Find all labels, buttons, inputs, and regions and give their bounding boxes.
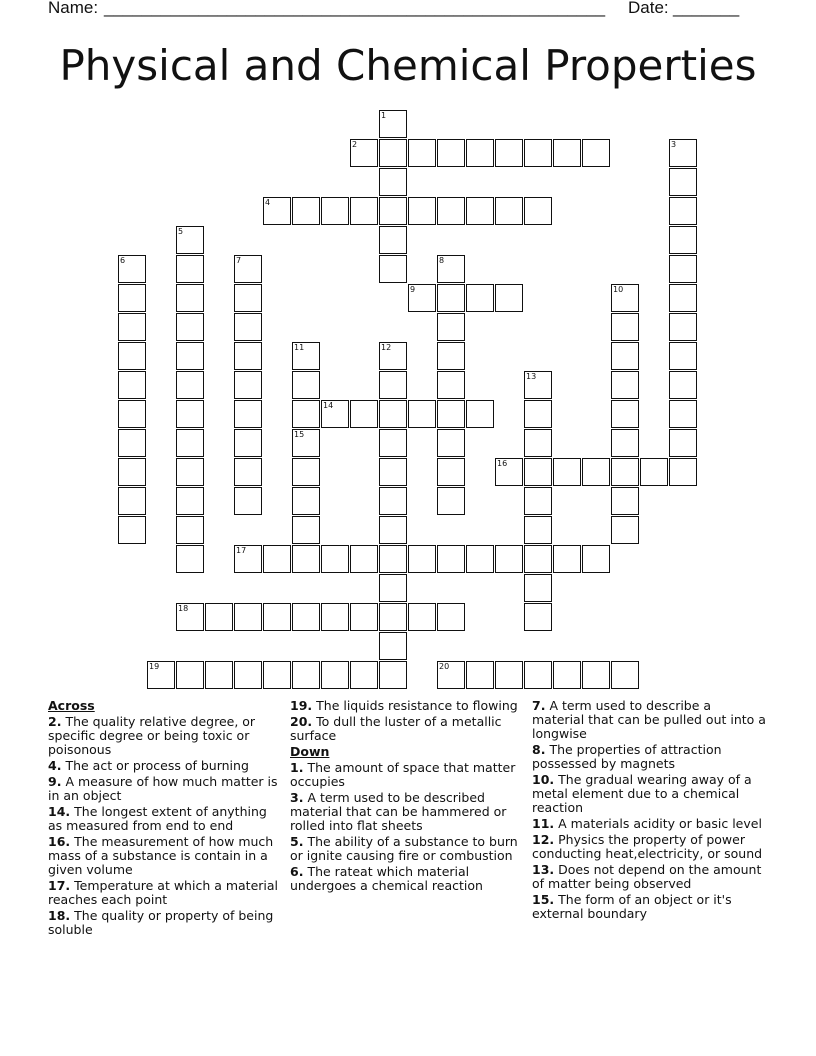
- grid-cell[interactable]: [524, 400, 552, 428]
- grid-cell[interactable]: [176, 487, 204, 515]
- grid-cell[interactable]: [640, 458, 668, 486]
- grid-cell[interactable]: [350, 400, 378, 428]
- clue-across-9: 9. A measure of how much matter is in an object: [48, 774, 278, 803]
- grid-cell[interactable]: [669, 255, 697, 283]
- grid-cell[interactable]: [611, 661, 639, 689]
- grid-cell[interactable]: [466, 197, 494, 225]
- grid-cell[interactable]: [553, 661, 581, 689]
- grid-cell[interactable]: [669, 168, 697, 196]
- clue-number: 13: [526, 372, 537, 381]
- grid-cell[interactable]: [292, 487, 320, 515]
- clue-number: 20: [439, 662, 450, 671]
- grid-cell[interactable]: [379, 371, 407, 399]
- grid-cell[interactable]: [205, 661, 233, 689]
- grid-cell[interactable]: [292, 516, 320, 544]
- grid-cell[interactable]: [234, 458, 262, 486]
- name-field[interactable]: _____________________________________________________: [104, 0, 606, 17]
- grid-cell[interactable]: [611, 516, 639, 544]
- down-heading: Down: [290, 744, 330, 759]
- grid-cell[interactable]: [176, 284, 204, 312]
- grid-cell[interactable]: [292, 197, 320, 225]
- across-heading: Across: [48, 698, 95, 713]
- grid-cell[interactable]: [321, 545, 349, 573]
- clue-number: 4: [265, 198, 271, 207]
- clue-number: 18: [178, 604, 189, 613]
- grid-cell[interactable]: [118, 313, 146, 341]
- grid-cell[interactable]: [669, 371, 697, 399]
- grid-cell[interactable]: [118, 371, 146, 399]
- grid-cell[interactable]: [234, 342, 262, 370]
- grid-cell[interactable]: [379, 458, 407, 486]
- grid-cell[interactable]: [669, 429, 697, 457]
- grid-cell[interactable]: [379, 139, 407, 167]
- grid-cell[interactable]: [350, 661, 378, 689]
- grid-cell[interactable]: [582, 661, 610, 689]
- grid-cell[interactable]: [524, 429, 552, 457]
- grid-cell[interactable]: [379, 400, 407, 428]
- grid-cell[interactable]: [234, 429, 262, 457]
- grid-cell[interactable]: [582, 545, 610, 573]
- clue-down-10: 10. The gradual wearing away of a metal element due to a chemical reaction: [532, 772, 752, 815]
- clue-number: 10: [613, 285, 624, 294]
- grid-cell[interactable]: [176, 545, 204, 573]
- clue-down-11: 11. A materials acidity or basic level: [532, 816, 762, 831]
- grid-cell[interactable]: [611, 313, 639, 341]
- clue-across-19: 19. The liquids resistance to flowing: [290, 698, 518, 713]
- grid-cell[interactable]: [379, 603, 407, 631]
- grid-cell[interactable]: [495, 197, 523, 225]
- clue-number: 8: [439, 256, 445, 265]
- date-field[interactable]: _______: [673, 0, 740, 17]
- grid-cell[interactable]: [321, 661, 349, 689]
- grid-cell[interactable]: [234, 487, 262, 515]
- grid-cell[interactable]: [292, 400, 320, 428]
- grid-cell[interactable]: [234, 400, 262, 428]
- grid-cell[interactable]: [176, 516, 204, 544]
- grid-cell[interactable]: [437, 429, 465, 457]
- grid-cell[interactable]: [524, 516, 552, 544]
- grid-cell[interactable]: [466, 284, 494, 312]
- grid-cell[interactable]: [118, 458, 146, 486]
- grid-cell[interactable]: [669, 342, 697, 370]
- grid-cell[interactable]: [234, 313, 262, 341]
- grid-cell[interactable]: [118, 487, 146, 515]
- grid-cell[interactable]: [669, 284, 697, 312]
- clue-number: 2: [352, 140, 358, 149]
- grid-cell[interactable]: [437, 139, 465, 167]
- grid-cell[interactable]: [408, 603, 436, 631]
- grid-cell[interactable]: [437, 371, 465, 399]
- grid-cell[interactable]: [118, 342, 146, 370]
- grid-cell[interactable]: [379, 429, 407, 457]
- grid-cell[interactable]: [437, 197, 465, 225]
- clue-across-20: 20. To dull the luster of a metallic surface: [290, 714, 502, 743]
- clue-down-6: 6. The rateat which material undergoes a chemical reaction: [290, 864, 483, 893]
- grid-cell[interactable]: [118, 284, 146, 312]
- clue-number: 14: [323, 401, 334, 410]
- grid-cell[interactable]: [524, 545, 552, 573]
- grid-cell[interactable]: [553, 545, 581, 573]
- grid-cell[interactable]: [495, 139, 523, 167]
- grid-cell[interactable]: [466, 139, 494, 167]
- grid-cell[interactable]: [118, 429, 146, 457]
- clue-across-16: 16. The measurement of how much mass of a substance is contain in a given volume: [48, 834, 274, 877]
- grid-cell[interactable]: [466, 545, 494, 573]
- grid-cell[interactable]: [437, 400, 465, 428]
- grid-cell[interactable]: [379, 226, 407, 254]
- grid-cell[interactable]: [176, 255, 204, 283]
- grid-cell[interactable]: [524, 197, 552, 225]
- clue-down-7: 7. A term used to describe a material that can be pulled out into a longwise: [532, 698, 766, 741]
- grid-cell[interactable]: [495, 545, 523, 573]
- grid-cell[interactable]: [176, 371, 204, 399]
- grid-cell[interactable]: [524, 661, 552, 689]
- grid-cell[interactable]: [669, 400, 697, 428]
- clue-number: 6: [120, 256, 126, 265]
- grid-cell[interactable]: [553, 139, 581, 167]
- grid-cell[interactable]: [379, 487, 407, 515]
- grid-cell[interactable]: [379, 545, 407, 573]
- grid-cell[interactable]: [176, 342, 204, 370]
- grid-cell[interactable]: [408, 400, 436, 428]
- grid-cell[interactable]: [611, 487, 639, 515]
- grid-cell[interactable]: [437, 458, 465, 486]
- grid-cell[interactable]: [524, 139, 552, 167]
- grid-cell[interactable]: [524, 603, 552, 631]
- clue-number: 16: [497, 459, 508, 468]
- grid-cell[interactable]: [669, 313, 697, 341]
- grid-cell[interactable]: [321, 603, 349, 631]
- grid-cell[interactable]: [437, 284, 465, 312]
- date-label: Date:: [628, 0, 669, 17]
- grid-cell[interactable]: [292, 458, 320, 486]
- grid-cell[interactable]: [118, 516, 146, 544]
- grid-cell[interactable]: [292, 545, 320, 573]
- grid-cell[interactable]: [437, 487, 465, 515]
- grid-cell[interactable]: [350, 545, 378, 573]
- grid-cell[interactable]: [292, 371, 320, 399]
- grid-cell[interactable]: [379, 197, 407, 225]
- page-title: Physical and Chemical Properties: [59, 41, 757, 90]
- grid-cell[interactable]: [466, 400, 494, 428]
- grid-cell[interactable]: [669, 197, 697, 225]
- grid-cell[interactable]: [466, 661, 494, 689]
- grid-cell[interactable]: [176, 313, 204, 341]
- grid-cell[interactable]: [524, 458, 552, 486]
- clue-across-17: 17. Temperature at which a material reaches each point: [48, 878, 279, 907]
- grid-cell[interactable]: [234, 284, 262, 312]
- grid-cell[interactable]: [437, 603, 465, 631]
- clue-column-3: [532, 699, 767, 923]
- grid-cell[interactable]: [437, 342, 465, 370]
- grid-cell[interactable]: [350, 197, 378, 225]
- grid-cell[interactable]: [408, 197, 436, 225]
- grid-cell[interactable]: [582, 139, 610, 167]
- grid-cell[interactable]: [408, 139, 436, 167]
- grid-cell[interactable]: [350, 603, 378, 631]
- clue-number: 5: [178, 227, 184, 236]
- grid-cell[interactable]: [611, 371, 639, 399]
- grid-cell[interactable]: [524, 487, 552, 515]
- clue-number: 9: [410, 285, 416, 294]
- grid-cell[interactable]: [118, 400, 146, 428]
- clue-across-14: 14. The longest extent of anything as measured from end to end: [48, 804, 267, 833]
- grid-cell[interactable]: [611, 400, 639, 428]
- clue-across-18: 18. The quality or property of being soluble: [48, 908, 274, 937]
- grid-cell[interactable]: [263, 545, 291, 573]
- name-label: Name:: [48, 0, 99, 17]
- grid-cell[interactable]: [176, 458, 204, 486]
- clue-number: 11: [294, 343, 305, 352]
- grid-cell[interactable]: [669, 226, 697, 254]
- grid-cell[interactable]: [495, 661, 523, 689]
- grid-cell[interactable]: [379, 632, 407, 660]
- grid-cell[interactable]: [611, 342, 639, 370]
- clue-column-2: [290, 699, 525, 895]
- grid-cell[interactable]: [611, 458, 639, 486]
- clue-number: 1: [381, 111, 387, 120]
- clue-number: 3: [671, 140, 677, 149]
- clue-down-12: 12. Physics the property of power conducting heat,electricity, or sound: [532, 832, 763, 861]
- grid-cell[interactable]: [379, 661, 407, 689]
- clue-number: 7: [236, 256, 242, 265]
- grid-cell[interactable]: [263, 661, 291, 689]
- grid-cell[interactable]: [234, 371, 262, 399]
- grid-cell[interactable]: [205, 603, 233, 631]
- grid-cell[interactable]: [553, 458, 581, 486]
- grid-cell[interactable]: [379, 574, 407, 602]
- clue-down-3: 3. A term used to be described material that can be hammered or rolled into flat sheets: [290, 790, 507, 833]
- clue-down-1: 1. The amount of space that matter occupies: [290, 760, 516, 789]
- grid-cell[interactable]: [263, 603, 291, 631]
- grid-cell[interactable]: [379, 168, 407, 196]
- grid-cell[interactable]: [582, 458, 610, 486]
- clue-number: 19: [149, 662, 160, 671]
- grid-cell[interactable]: [234, 603, 262, 631]
- grid-cell[interactable]: [611, 429, 639, 457]
- clue-across-4: 4. The act or process of burning: [48, 758, 249, 773]
- grid-cell[interactable]: [292, 603, 320, 631]
- clue-column-1: [48, 699, 283, 939]
- grid-cell[interactable]: [669, 458, 697, 486]
- clue-number: 17: [236, 546, 247, 555]
- clue-number: 15: [294, 430, 305, 439]
- grid-cell[interactable]: [176, 429, 204, 457]
- grid-cell[interactable]: [524, 574, 552, 602]
- grid-cell[interactable]: [379, 516, 407, 544]
- grid-cell[interactable]: [495, 284, 523, 312]
- clue-down-5: 5. The ability of a substance to burn or ignite causing fire or combustion: [290, 834, 518, 863]
- clue-down-8: 8. The properties of attraction possessed by magnets: [532, 742, 722, 771]
- grid-cell[interactable]: [176, 661, 204, 689]
- grid-cell[interactable]: [408, 545, 436, 573]
- clue-across-2: 2. The quality relative degree, or specific degree or being toxic or poisonous: [48, 714, 256, 757]
- grid-cell[interactable]: [321, 197, 349, 225]
- grid-cell[interactable]: [234, 661, 262, 689]
- grid-cell[interactable]: [379, 255, 407, 283]
- grid-cell[interactable]: [176, 400, 204, 428]
- clue-down-13: 13. Does not depend on the amount of matter being observed: [532, 862, 762, 891]
- grid-cell[interactable]: [437, 313, 465, 341]
- grid-cell[interactable]: [437, 545, 465, 573]
- clue-down-15: 15. The form of an object or it's external boundary: [532, 892, 732, 921]
- clue-number: 12: [381, 343, 392, 352]
- grid-cell[interactable]: [292, 661, 320, 689]
